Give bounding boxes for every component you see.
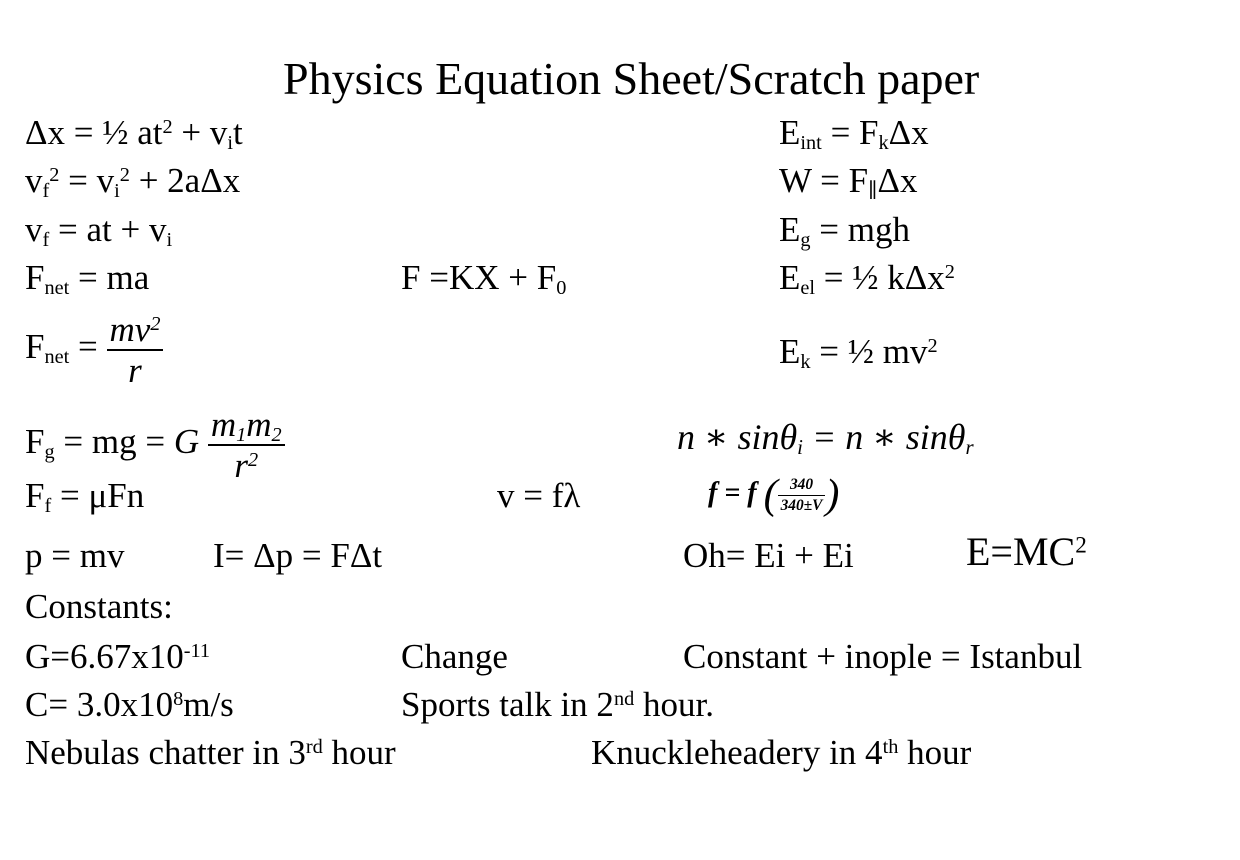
equation-gravitational-potential: $E_g$ = mgh: [779, 210, 910, 252]
equation-centripetal-force: $F_{net}$ = $\frac{mv^2}{r}$: [25, 312, 163, 388]
equation-newton-second-law: $F_{net}$ = ma: [25, 258, 150, 300]
equation-friction: $F_f = \mu Fn$: [25, 476, 145, 518]
fraction-doppler: $\frac{340}{340\pm V}$: [778, 477, 826, 513]
equation-gravity: $F_g$ = mg = G $\frac{m_1m_2}{r^2}$: [25, 407, 285, 483]
equation-impulse: I= Δp = FΔt: [213, 536, 383, 575]
equation-kinematics-displacement: Δx = ½ $at^2 + v_it$: [25, 113, 243, 155]
equation-elastic-energy: $E_{el}$ = ½ kΔx$^2$: [779, 258, 955, 300]
note-nebulas-chatter: Nebulas chatter in 3rd hour: [25, 733, 396, 772]
note-sports-talk: Sports talk in 2nd hour.: [401, 685, 714, 724]
equation-kinetic-energy: $E_k$ = ½ $mv^2$: [779, 332, 938, 374]
equation-spring-force: $F =KX + F_0$: [401, 258, 567, 300]
equation-momentum: p = mv: [25, 536, 125, 575]
equation-oh: Oh= Ei + Ei: [683, 536, 854, 575]
equation-wave-speed: v = fλ: [497, 476, 581, 515]
constants-heading: Constants:: [25, 587, 173, 626]
equation-snell-law: n ∗ sinθ$_i$ = n ∗ sinθ$_r$: [677, 417, 974, 460]
equation-kinematics-velocity-squared: $v_f^2 = v_i^2 + 2a\Delta x$: [25, 161, 241, 203]
constant-gravitational: $G=6.67x10^{-11}$: [25, 637, 211, 676]
constant-speed-of-light: $C= 3.0x10^8m/s$: [25, 685, 234, 724]
note-knuckleheadery: Knuckleheadery in 4th hour: [591, 733, 972, 772]
note-change: Change: [401, 637, 508, 676]
equation-emc2: $E=MC^2$: [966, 529, 1087, 574]
equation-kinematics-final-velocity: $v_f$ = at + $v_i$: [25, 210, 173, 252]
note-constantinople: Constant + inople = Istanbul: [683, 637, 1083, 676]
equation-internal-energy: $E_{int} = F_k\Delta x$: [779, 113, 929, 155]
equation-work: $W = F_\parallel\Delta x$: [779, 161, 918, 203]
fraction-m1m2-over-r2: $\frac{m_1m_2}{r^2}$: [208, 407, 285, 483]
fraction-mv2-over-r: $\frac{mv^2}{r}$: [107, 312, 164, 388]
equation-doppler: f = f ( $\frac{340}{340\pm V}$ ): [708, 472, 840, 518]
page-title: Physics Equation Sheet/Scratch paper: [283, 53, 980, 104]
